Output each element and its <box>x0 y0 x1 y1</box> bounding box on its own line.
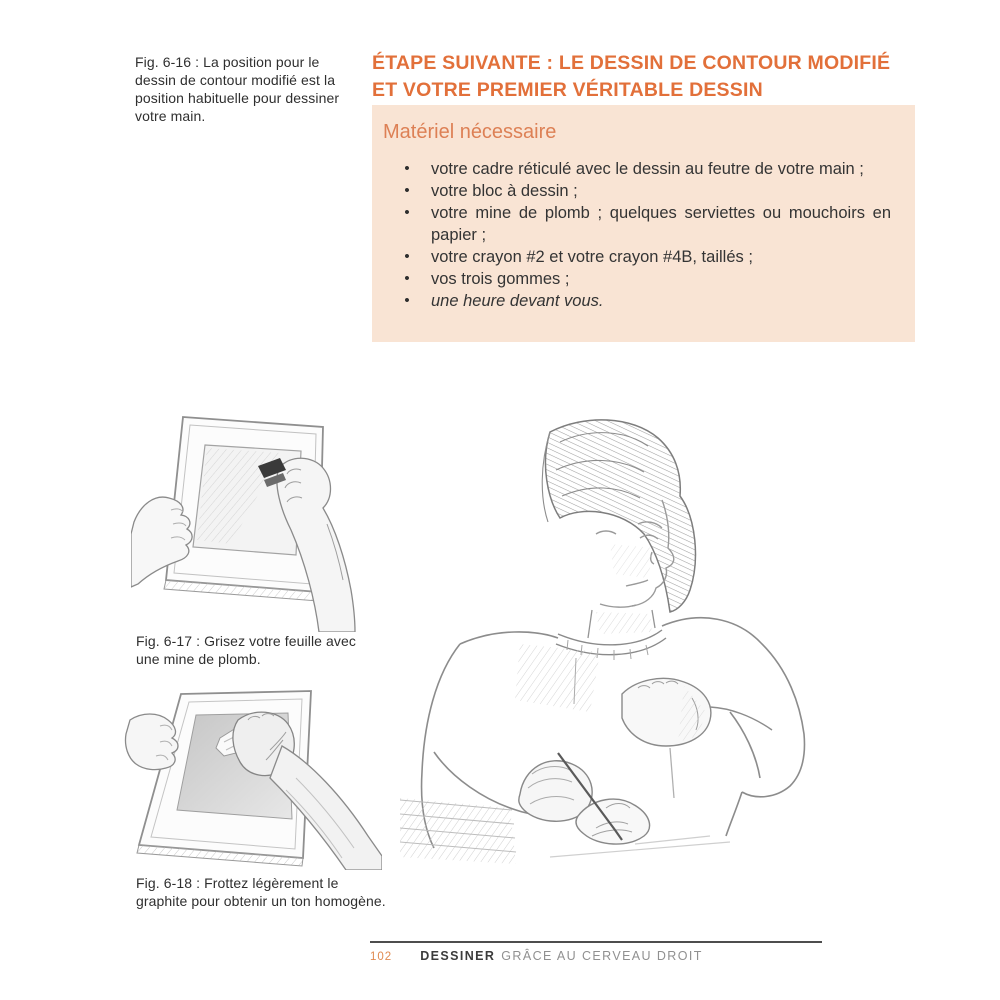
caption-fig-6-18: Fig. 6-18 : Frottez légèrement le graphite pour obtenir un ton homogène. <box>136 875 386 909</box>
section-heading <box>372 50 920 104</box>
caption-fig-6-17: Fig. 6-17 : Grisez votre feuille avec une mine de plomb. <box>136 633 357 667</box>
running-title-rest: GRÂCE AU CERVEAU DROIT <box>501 949 703 963</box>
bullet-icon: • <box>404 204 410 221</box>
list-item-text: votre mine de plomb ; quelques serviettes ou mouchoirs en papier ; <box>431 204 891 244</box>
caption-fig-6-16: Fig. 6-16 : La position pour le dessin de contour modifié est la position habituelle pour dessiner votre main. <box>135 54 340 124</box>
fig-6-17-sketch <box>131 404 383 632</box>
footer-divider <box>370 941 822 943</box>
list-item-text: une heure devant vous. <box>431 292 604 310</box>
page-number: 102 <box>370 951 393 963</box>
fig-6-16-sketch <box>400 412 920 927</box>
list-item <box>383 202 891 246</box>
footer <box>370 949 870 963</box>
section-heading-line2: ET VOTRE PREMIER VÉRITABLE DESSIN <box>372 79 763 101</box>
materials-box <box>372 105 915 342</box>
list-item-text: votre crayon #2 et votre crayon #4B, taillés ; <box>431 248 753 266</box>
list-item <box>383 180 891 202</box>
bullet-icon: • <box>404 160 410 177</box>
list-item <box>383 268 891 290</box>
list-item <box>383 246 891 268</box>
list-item-text: vos trois gommes ; <box>431 270 570 288</box>
list-item <box>383 158 891 180</box>
bullet-icon: • <box>404 292 410 309</box>
materials-box-title: Matériel nécessaire <box>383 121 557 143</box>
fig-6-18-sketch <box>120 686 382 870</box>
running-title-bold: DESSINER <box>420 949 496 963</box>
bullet-icon: • <box>404 248 410 265</box>
bullet-icon: • <box>404 182 410 199</box>
materials-list <box>383 158 891 312</box>
section-heading-line1: ÉTAPE SUIVANTE : LE DESSIN DE CONTOUR MODIFIÉ <box>372 52 891 74</box>
list-item-text: votre bloc à dessin ; <box>431 182 578 200</box>
list-item-text: votre cadre réticulé avec le dessin au feutre de votre main ; <box>431 160 864 178</box>
list-item <box>383 290 891 312</box>
bullet-icon: • <box>404 270 410 287</box>
